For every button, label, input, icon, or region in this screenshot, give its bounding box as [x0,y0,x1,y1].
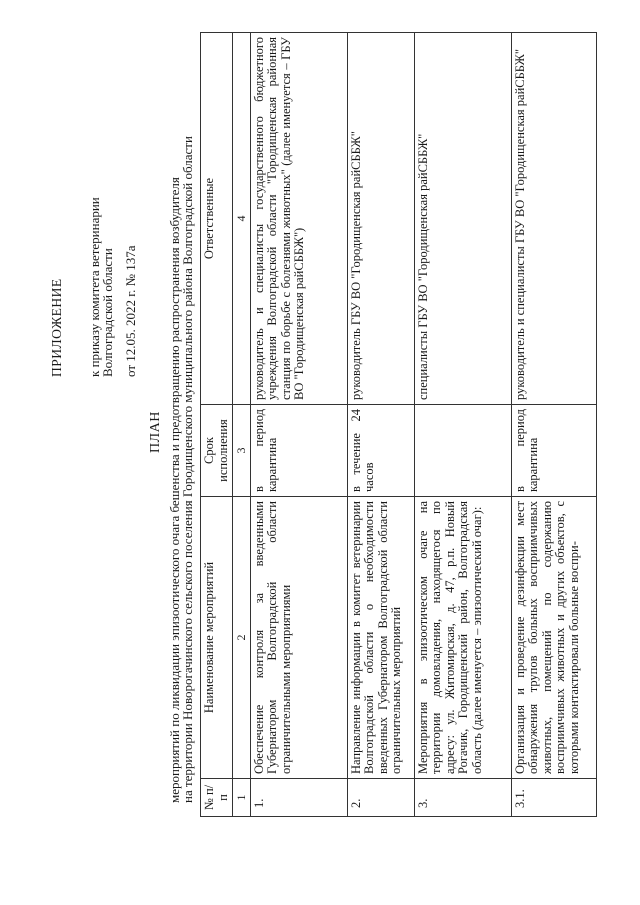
column-number: 4 [233,33,251,405]
plan-subtitle: мероприятий по ликвидации эпизоотического очага бешенства и предотвращению распространения возбудителя [167,177,182,803]
row-responsible: специалисты ГБУ ВО "Городищенская райСББЖ" [414,33,511,405]
table-row [414,33,511,817]
appendix-title: ПРИЛОЖЕНИЕ [49,278,64,377]
row-measure: Обеспечение контроля за введенными Губернатором Волгоградской области ограничительными мероприятиями [250,497,347,779]
row-number: 3. [414,779,511,817]
table-row [250,33,347,817]
header-resp: Ответственные [201,33,233,405]
row-responsible: руководитель ГБУ ВО "Городищенская райСББЖ" [347,33,414,405]
plan-title: ПЛАН [148,411,163,453]
table-row [511,33,596,817]
order-date: от 12.05. 2022 г. № 137а [123,245,138,377]
order-reference-line: Волгоградской области [100,248,115,377]
header-num: № п/п [201,779,233,817]
row-responsible: руководитель и специалисты государственного бюджетного учреждения Волгоградской области "Городищенская районная станция по борьбе с болезнями животных" (далее именуется – ГБУ ВО "Городищенская райСББЖ") [250,33,347,405]
row-number: 2. [347,779,414,817]
plan-table [200,32,597,817]
row-measure: Направление информации в комитет ветеринарии Волгоградской области о необходимости введенных Губернатором Волгоградской области ограничительных мероприятий [347,497,414,779]
row-number: 3.1. [511,779,596,817]
column-number-row [233,33,251,817]
table-header-row [201,33,233,817]
row-term [414,405,511,497]
row-measure: Организация и проведение дезинфекции мест обнаружения трупов больных восприимчивых животных, помещений по содержанию восприимчивых животных и других объектов, с которыми контактировали больные воспри- [511,497,596,779]
header-name: Наименование мероприятий [201,497,233,779]
column-number: 3 [233,405,251,497]
row-responsible: руководитель и специалисты ГБУ ВО "Городищенская райСББЖ" [511,33,596,405]
row-term: в течение 24 часов [347,405,414,497]
column-number: 1 [233,779,251,817]
row-term: в период карантина [511,405,596,497]
header-term: Срок исполнения [201,405,233,497]
row-measure: Мероприятия в эпизоотическом очаге на территории домовладения, находящегося по адресу: ул. Житомирская, д. 47, р.п. Новый Рогачик, Городищенский район, Волгоградская область (далее именуется – эпизоотический очаг): [414,497,511,779]
order-reference-line: к приказу комитета ветеринарии [87,197,102,377]
plan-subtitle: на территории Новорогачинского сельского поселения Городищенского муниципального района Волгоградской области [180,136,195,803]
row-term: в период карантина [250,405,347,497]
column-number: 2 [233,497,251,779]
table-row [347,33,414,817]
row-number: 1. [250,779,347,817]
